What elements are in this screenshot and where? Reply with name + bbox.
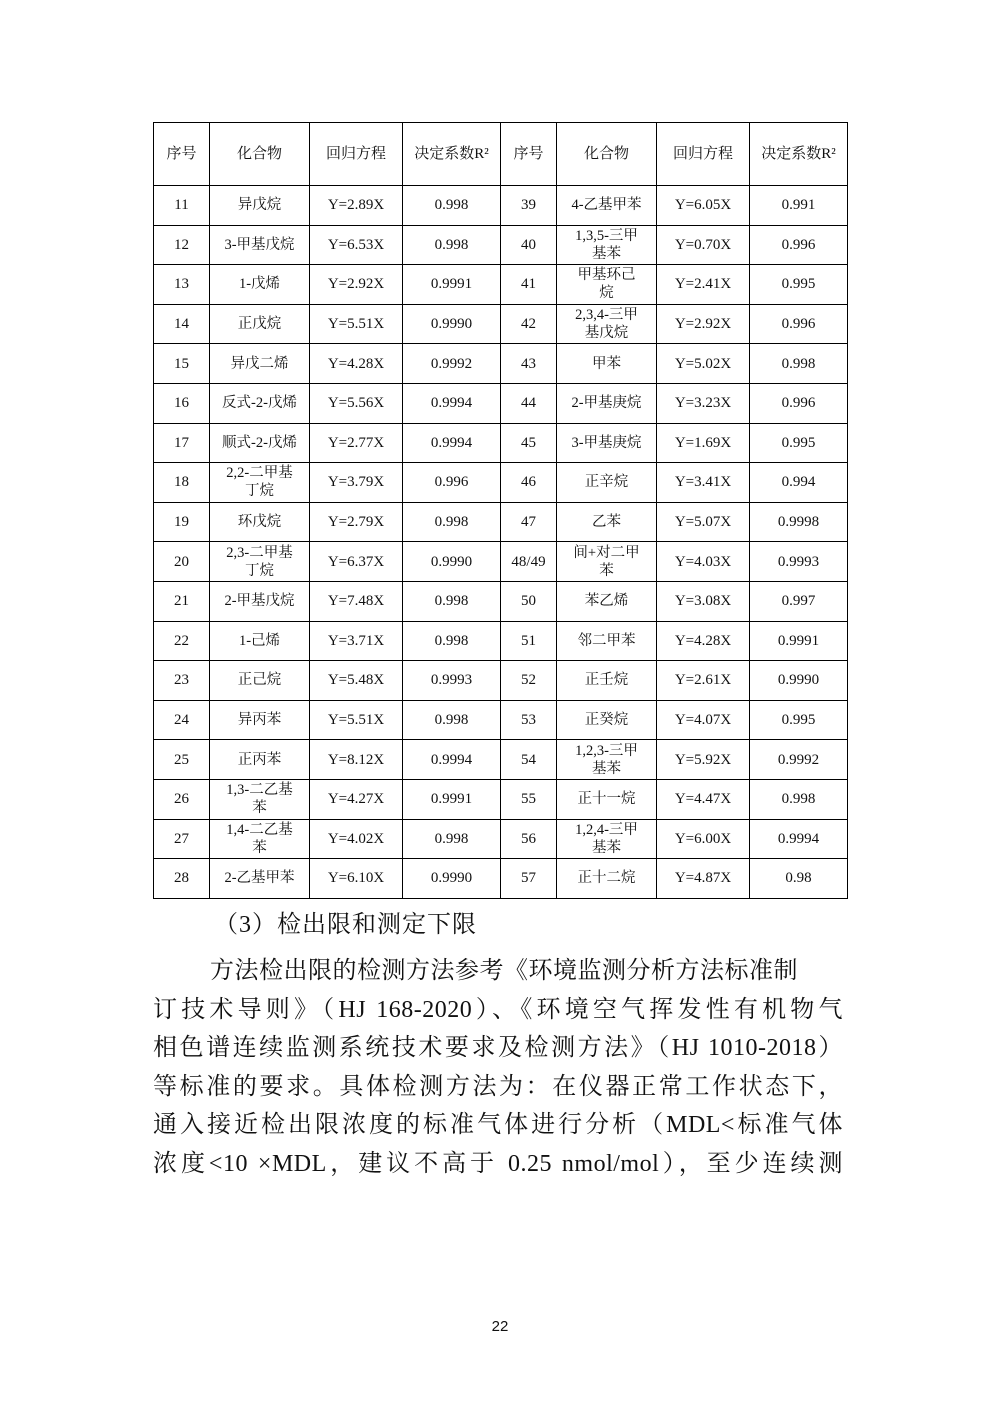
cell-equation: Y=8.12X [310, 740, 403, 780]
header-cell: 序号 [501, 123, 557, 186]
cell-equation: Y=4.02X [310, 819, 403, 859]
paragraph-line: 订技术导则》（HJ 168-2020）、《环境空气挥发性有机物气 [153, 996, 843, 1023]
cell-r2: 0.9994 [403, 740, 501, 780]
header-cell: 化合物 [210, 123, 310, 186]
cell-compound: 环戊烷 [210, 502, 310, 542]
cell-r2: 0.997 [750, 581, 848, 621]
cell-equation: Y=4.03X [657, 542, 750, 582]
cell-equation: Y=2.92X [310, 265, 403, 305]
cell-equation: Y=3.79X [310, 463, 403, 503]
cell-equation: Y=7.48X [310, 581, 403, 621]
cell-compound: 顺式-2-戊烯 [210, 423, 310, 463]
cell-r2: 0.995 [750, 265, 848, 305]
cell-r2: 0.9990 [403, 859, 501, 899]
cell-r2: 0.996 [750, 383, 848, 423]
cell-no: 13 [154, 265, 210, 305]
table-row [154, 661, 848, 701]
cell-equation: Y=3.71X [310, 621, 403, 661]
cell-no: 54 [501, 740, 557, 780]
cell-r2: 0.9994 [403, 423, 501, 463]
cell-r2: 0.995 [750, 700, 848, 740]
cell-no: 48/49 [501, 542, 557, 582]
cell-compound: 2-甲基庚烷 [557, 383, 657, 423]
cell-compound: 1,4-二乙基 苯 [210, 819, 310, 859]
paragraph-line: 等标准的要求。具体检测方法为：在仪器正常工作状态下， [153, 1073, 843, 1100]
cell-equation: Y=5.92X [657, 740, 750, 780]
cell-no: 39 [501, 186, 557, 226]
cell-compound: 苯乙烯 [557, 581, 657, 621]
table-row [154, 819, 848, 859]
cell-no: 17 [154, 423, 210, 463]
cell-no: 52 [501, 661, 557, 701]
cell-r2: 0.991 [750, 186, 848, 226]
cell-no: 51 [501, 621, 557, 661]
cell-equation: Y=5.56X [310, 383, 403, 423]
cell-r2: 0.9990 [403, 304, 501, 344]
cell-no: 57 [501, 859, 557, 899]
cell-compound: 2,3-二甲基 丁烷 [210, 542, 310, 582]
paragraph-line: 方法检出限的检测方法参考《环境监测分析方法标准制 [210, 958, 798, 984]
header-cell: 序号 [154, 123, 210, 186]
cell-compound: 4-乙基甲苯 [557, 186, 657, 226]
cell-no: 23 [154, 661, 210, 701]
paragraph-line: 通入接近检出限浓度的标准气体进行分析（MDL<标准气体 [153, 1112, 843, 1138]
cell-equation: Y=3.08X [657, 581, 750, 621]
table-row [154, 186, 848, 226]
cell-compound: 2-乙基甲苯 [210, 859, 310, 899]
cell-no: 22 [154, 621, 210, 661]
cell-r2: 0.998 [403, 581, 501, 621]
cell-no: 27 [154, 819, 210, 859]
cell-compound: 正戊烷 [210, 304, 310, 344]
cell-no: 47 [501, 502, 557, 542]
cell-equation: Y=6.37X [310, 542, 403, 582]
cell-no: 42 [501, 304, 557, 344]
cell-equation: Y=3.41X [657, 463, 750, 503]
table-row [154, 502, 848, 542]
cell-r2: 0.9994 [403, 383, 501, 423]
cell-no: 55 [501, 779, 557, 819]
table-row [154, 621, 848, 661]
header-cell: 化合物 [557, 123, 657, 186]
cell-r2: 0.998 [403, 700, 501, 740]
cell-no: 40 [501, 225, 557, 265]
cell-compound: 1,3-二乙基 苯 [210, 779, 310, 819]
cell-no: 11 [154, 186, 210, 226]
cell-equation: Y=3.23X [657, 383, 750, 423]
cell-no: 45 [501, 423, 557, 463]
paragraph-line: 相色谱连续监测系统技术要求及检测方法》（HJ 1010-2018） [153, 1035, 843, 1061]
cell-r2: 0.998 [750, 344, 848, 384]
paragraph-line: 浓度<10 ×MDL，建议不高于 0.25 nmol/mol），至少连续测 [153, 1150, 843, 1177]
cell-equation: Y=5.51X [310, 304, 403, 344]
cell-compound: 正己烷 [210, 661, 310, 701]
cell-no: 53 [501, 700, 557, 740]
cell-no: 44 [501, 383, 557, 423]
table-row [154, 463, 848, 503]
cell-compound: 2-甲基戊烷 [210, 581, 310, 621]
cell-equation: Y=6.10X [310, 859, 403, 899]
cell-compound: 正十二烷 [557, 859, 657, 899]
header-cell: 决定系数R² [403, 123, 501, 186]
cell-compound: 2,2-二甲基 丁烷 [210, 463, 310, 503]
cell-compound: 正癸烷 [557, 700, 657, 740]
cell-no: 43 [501, 344, 557, 384]
cell-r2: 0.995 [750, 423, 848, 463]
cell-compound: 异丙苯 [210, 700, 310, 740]
cell-no: 56 [501, 819, 557, 859]
cell-compound: 乙苯 [557, 502, 657, 542]
cell-equation: Y=2.41X [657, 265, 750, 305]
cell-equation: Y=2.61X [657, 661, 750, 701]
cell-no: 28 [154, 859, 210, 899]
cell-r2: 0.9994 [750, 819, 848, 859]
cell-no: 25 [154, 740, 210, 780]
table-row [154, 779, 848, 819]
cell-equation: Y=1.69X [657, 423, 750, 463]
cell-equation: Y=6.05X [657, 186, 750, 226]
cell-compound: 2,3,4-三甲 基戊烷 [557, 304, 657, 344]
cell-no: 46 [501, 463, 557, 503]
table-row [154, 700, 848, 740]
cell-no: 12 [154, 225, 210, 265]
cell-r2: 0.998 [403, 819, 501, 859]
cell-compound: 正丙苯 [210, 740, 310, 780]
cell-no: 18 [154, 463, 210, 503]
cell-compound: 甲基环己 烷 [557, 265, 657, 305]
cell-r2: 0.998 [403, 502, 501, 542]
cell-compound: 正壬烷 [557, 661, 657, 701]
table-row [154, 383, 848, 423]
cell-no: 19 [154, 502, 210, 542]
cell-compound: 异戊二烯 [210, 344, 310, 384]
table-row [154, 581, 848, 621]
cell-no: 16 [154, 383, 210, 423]
cell-equation: Y=4.07X [657, 700, 750, 740]
cell-equation: Y=5.07X [657, 502, 750, 542]
cell-r2: 0.996 [750, 225, 848, 265]
cell-equation: Y=2.92X [657, 304, 750, 344]
cell-compound: 1,2,3-三甲 基苯 [557, 740, 657, 780]
cell-equation: Y=6.00X [657, 819, 750, 859]
table-row [154, 265, 848, 305]
cell-compound: 邻二甲苯 [557, 621, 657, 661]
cell-r2: 0.9991 [403, 779, 501, 819]
cell-r2: 0.9998 [750, 502, 848, 542]
cell-no: 15 [154, 344, 210, 384]
cell-r2: 0.998 [750, 779, 848, 819]
cell-equation: Y=2.79X [310, 502, 403, 542]
cell-r2: 0.9990 [403, 542, 501, 582]
body-paragraph [153, 952, 853, 1183]
cell-no: 50 [501, 581, 557, 621]
page-number: 22 [491, 1318, 509, 1335]
header-cell: 回归方程 [657, 123, 750, 186]
cell-r2: 0.9990 [750, 661, 848, 701]
table-row [154, 304, 848, 344]
table-header-row [154, 123, 848, 186]
header-cell: 决定系数R² [750, 123, 848, 186]
cell-equation: Y=5.48X [310, 661, 403, 701]
cell-equation: Y=0.70X [657, 225, 750, 265]
cell-no: 21 [154, 581, 210, 621]
cell-no: 20 [154, 542, 210, 582]
cell-compound: 正十一烷 [557, 779, 657, 819]
cell-compound: 异戊烷 [210, 186, 310, 226]
table-row [154, 344, 848, 384]
header-cell: 回归方程 [310, 123, 403, 186]
cell-r2: 0.996 [750, 304, 848, 344]
cell-compound: 1-己烯 [210, 621, 310, 661]
cell-equation: Y=2.89X [310, 186, 403, 226]
cell-compound: 3-甲基庚烷 [557, 423, 657, 463]
cell-compound: 3-甲基戊烷 [210, 225, 310, 265]
cell-no: 26 [154, 779, 210, 819]
table-row [154, 423, 848, 463]
cell-r2: 0.998 [403, 621, 501, 661]
cell-r2: 0.9992 [750, 740, 848, 780]
cell-equation: Y=6.53X [310, 225, 403, 265]
cell-no: 14 [154, 304, 210, 344]
table-row [154, 225, 848, 265]
cell-r2: 0.9991 [403, 265, 501, 305]
cell-compound: 1,3,5-三甲 基苯 [557, 225, 657, 265]
cell-equation: Y=4.47X [657, 779, 750, 819]
cell-no: 41 [501, 265, 557, 305]
section-subheading: （3）检出限和测定下限 [214, 912, 477, 938]
table-row [154, 740, 848, 780]
cell-no: 24 [154, 700, 210, 740]
cell-r2: 0.9991 [750, 621, 848, 661]
cell-r2: 0.998 [403, 186, 501, 226]
cell-compound: 甲苯 [557, 344, 657, 384]
cell-equation: Y=4.28X [657, 621, 750, 661]
cell-r2: 0.998 [403, 225, 501, 265]
cell-equation: Y=5.02X [657, 344, 750, 384]
cell-equation: Y=4.28X [310, 344, 403, 384]
cell-r2: 0.996 [403, 463, 501, 503]
table-row [154, 542, 848, 582]
cell-compound: 反式-2-戊烯 [210, 383, 310, 423]
table-row [154, 859, 848, 899]
cell-equation: Y=5.51X [310, 700, 403, 740]
cell-compound: 间+对二甲 苯 [557, 542, 657, 582]
cell-compound: 1,2,4-三甲 基苯 [557, 819, 657, 859]
cell-equation: Y=4.87X [657, 859, 750, 899]
cell-r2: 0.98 [750, 859, 848, 899]
calibration-table [153, 122, 848, 899]
cell-equation: Y=2.77X [310, 423, 403, 463]
cell-r2: 0.994 [750, 463, 848, 503]
table-body [154, 186, 848, 899]
cell-compound: 正辛烷 [557, 463, 657, 503]
cell-r2: 0.9993 [750, 542, 848, 582]
cell-equation: Y=4.27X [310, 779, 403, 819]
cell-r2: 0.9993 [403, 661, 501, 701]
cell-r2: 0.9992 [403, 344, 501, 384]
cell-compound: 1-戊烯 [210, 265, 310, 305]
